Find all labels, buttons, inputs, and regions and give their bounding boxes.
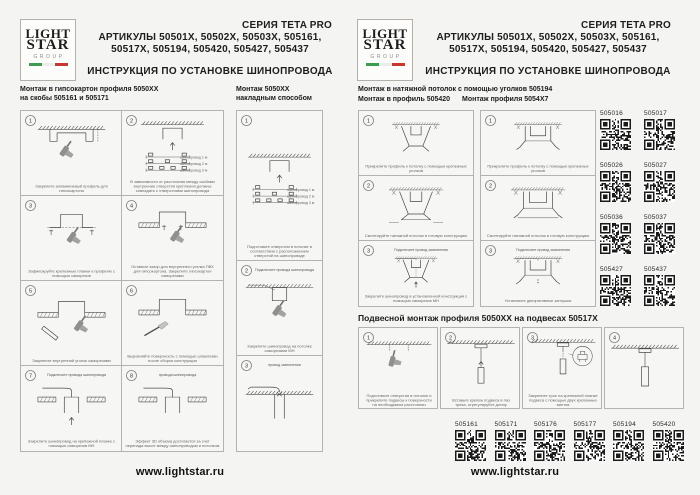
svg-text:шинопровод 3 м: шинопровод 3 м	[287, 201, 315, 206]
svg-text:совпадать с отверстиями шинопр: совпадать с отверстиями шинопровода	[135, 188, 210, 193]
articles-line2: 50517X, 505194, 505420, 505427, 505437	[111, 44, 309, 55]
italian-flag-icon	[358, 63, 412, 66]
svg-text:2: 2	[366, 183, 371, 190]
qr-item-505427	[600, 266, 633, 306]
svg-text:Прикрепите профиль к потолку с: Прикрепите профиль к потолку с помощью крепежных	[487, 163, 589, 169]
instruction-title: ИНСТРУКЦИЯ ПО УСТАНОВКЕ ШИНОПРОВОДА	[87, 66, 333, 77]
svg-text:соответствии с расположением: соответствии с расположением	[250, 248, 309, 254]
qr-code-505177	[574, 430, 605, 461]
instruction-step-1	[481, 111, 595, 176]
svg-text:Подключите провода шинопровода: Подключите провода шинопровода	[47, 373, 106, 377]
svg-text:шинопровод 3 м: шинопровод 3 м	[180, 168, 208, 173]
qr-item-505176	[534, 421, 567, 461]
website-link[interactable]: www.lightstar.ru	[135, 466, 225, 478]
svg-text:после сборки конструкции: после сборки конструкции	[148, 358, 197, 363]
svg-text:Подготовьте отверстия в потолк: Подготовьте отверстия в потолке и	[366, 392, 432, 398]
qr-code-505037	[644, 223, 675, 254]
qr-code-505036	[600, 223, 631, 254]
section-title-surface: Монтаж 5050XX накладным способом	[236, 86, 312, 102]
qr-label: 505427	[600, 266, 623, 273]
svg-text:Эффект 3D объема достигается з: Эффект 3D объема достигается за счет	[135, 438, 210, 444]
qr-label: 505194	[613, 421, 636, 428]
svg-text:Смонтируйте натяжной потолок в: Смонтируйте натяжной потолок в готовую конструкцию	[486, 233, 590, 238]
qr-code-505437	[644, 275, 675, 306]
instruction-step-2	[481, 176, 595, 241]
logo-word-group: GROUP	[33, 54, 65, 60]
svg-text:1: 1	[366, 118, 371, 125]
instruction-step-1	[237, 111, 322, 261]
section-title-drywall: Монтаж в гипсокартон профиля 5050XX на скобы 505161 и 505171	[20, 86, 159, 102]
svg-text:Закрепите шинопровод на потолк: Закрепите шинопровод на потолке	[247, 343, 312, 349]
svg-text:шинопровод 1 м: шинопровод 1 м	[180, 155, 208, 160]
svg-text:уголков: уголков	[409, 168, 423, 173]
svg-text:перепада высот между шинопрово: перепада высот между шинопроводом и потолком	[125, 443, 220, 448]
qr-label: 505036	[600, 214, 623, 221]
svg-text:2: 2	[244, 268, 249, 275]
instruction-step-1	[359, 111, 473, 176]
page-right	[350, 0, 700, 495]
qr-label: 505037	[644, 214, 667, 221]
qr-label: 505161	[455, 421, 478, 428]
qr-label: 505177	[573, 421, 597, 428]
qr-label: 505420	[652, 421, 676, 428]
instruction-step-2	[440, 327, 520, 409]
italian-flag-icon	[21, 63, 75, 66]
svg-text:саморезами МН: саморезами МН	[264, 348, 295, 353]
svg-text:Оставьте зазор для внутреннего: Оставьте зазор для внутреннего уголка ПВХ	[131, 263, 214, 269]
svg-text:2: 2	[129, 118, 134, 125]
svg-text:Зафиксируйте крепежные планки: Зафиксируйте крепежные планки к профилю с	[28, 268, 115, 274]
qr-label: 505176	[534, 421, 557, 428]
svg-text:шинопровод 2 м: шинопровод 2 м	[287, 194, 315, 199]
qr-item-505026	[600, 162, 633, 202]
svg-text:шинопровод 2 м: шинопровод 2 м	[180, 162, 208, 167]
profile-5054x7-steps	[480, 110, 596, 307]
svg-text:3: 3	[244, 363, 249, 370]
articles-line2: 50517X, 505194, 505420, 505427, 505437	[449, 44, 647, 55]
svg-text:2: 2	[448, 335, 453, 342]
svg-text:3: 3	[488, 248, 493, 255]
articles-line1: АРТИКУЛЫ 50501X, 50502X, 50503X, 505161,	[436, 32, 660, 43]
logo-word-group: GROUP	[370, 54, 402, 60]
svg-text:Смонтируйте натяжной потолок в: Смонтируйте натяжной потолок в готовую конструкцию	[364, 233, 468, 238]
svg-text:помощью саморезов: помощью саморезов	[52, 273, 91, 278]
logo-word-star: STAR	[26, 37, 70, 53]
svg-text:подвеса с помощью двух крепежн: подвеса с помощью двух крепежных	[528, 397, 598, 403]
svg-text:на необходимом расстоянии: на необходимом расстоянии	[372, 402, 426, 407]
qr-row	[455, 421, 686, 461]
svg-text:5: 5	[28, 288, 33, 295]
qr-label: 505016	[600, 110, 623, 117]
svg-text:Выровняйте поверхность с помощ: Выровняйте поверхность с помощью шпаклевки	[127, 353, 218, 359]
qr-code-505176	[534, 430, 565, 461]
qr-label: 505171	[494, 421, 518, 428]
svg-text:1: 1	[28, 118, 33, 125]
svg-text:трека, отрегулируйте длину: трека, отрегулируйте длину	[455, 402, 507, 407]
qr-code-505420	[653, 430, 684, 461]
instruction-step-5	[21, 281, 122, 366]
page-header	[80, 20, 340, 77]
svg-text:4: 4	[129, 203, 134, 210]
qr-label: 505026	[600, 162, 623, 169]
qr-item-505027	[644, 162, 677, 202]
lightstar-logo	[20, 19, 76, 81]
svg-text:отверстий на шинопроводе: отверстий на шинопроводе	[254, 253, 305, 258]
instruction-step-4	[122, 196, 223, 281]
svg-text:3: 3	[366, 248, 371, 255]
svg-text:Закрепите шинопровод в установ: Закрепите шинопровод в установленной конструкции с	[364, 293, 468, 299]
svg-text:8: 8	[129, 373, 134, 380]
qr-code-505194	[613, 430, 644, 461]
instruction-step-8	[122, 366, 223, 451]
svg-text:уголков: уголков	[531, 168, 545, 173]
svg-text:7: 7	[28, 373, 33, 380]
qr-item-505016	[600, 110, 633, 150]
svg-text:Подключите провода шинопровода: Подключите провода шинопровода	[255, 268, 314, 272]
svg-text:провода шинопровода: провода шинопровода	[158, 373, 197, 377]
logo-word-star: STAR	[363, 37, 407, 53]
articles-line1: АРТИКУЛЫ 50501X, 50502X, 50503X, 505161,	[98, 32, 322, 43]
qr-item-505194	[613, 421, 646, 461]
qr-code-505016	[600, 119, 631, 150]
svg-text:прикрепите подвесы к поверхнос: прикрепите подвесы к поверхности	[366, 397, 432, 403]
svg-text:1: 1	[366, 335, 371, 342]
qr-label: 505437	[644, 266, 667, 273]
instruction-title: ИНСТРУКЦИЯ ПО УСТАНОВКЕ ШИНОПРОВОДА	[425, 66, 671, 77]
svg-text:Закрепите внутренний уголок са: Закрепите внутренний уголок саморезами	[32, 358, 111, 363]
qr-item-505171	[495, 421, 528, 461]
svg-text:6: 6	[129, 288, 134, 295]
svg-text:винтов: винтов	[556, 402, 570, 407]
qr-grid	[600, 110, 677, 306]
surface-steps-column	[236, 110, 323, 452]
svg-text:3: 3	[28, 203, 33, 210]
svg-text:шинопровод 1 м: шинопровод 1 м	[287, 187, 315, 192]
instruction-step-2	[122, 111, 223, 196]
pendant-steps-row	[358, 327, 684, 409]
instruction-step-1	[358, 327, 438, 409]
svg-text:Подготовьте отверстия в потолк: Подготовьте отверстия в потолке в	[247, 243, 312, 249]
svg-text:4: 4	[612, 335, 617, 342]
logo-word-light: LIGHT	[25, 26, 71, 41]
section-title-pendant: Подвесной монтаж профиля 5050XX на подвесах 50517X	[358, 313, 598, 323]
svg-text:Прикрепите профиль к потолку с: Прикрепите профиль к потолку с помощью крепежных	[365, 163, 467, 169]
instruction-step-4	[604, 327, 684, 409]
instruction-step-6	[122, 281, 223, 366]
svg-text:Подключите провод заземления: Подключите провод заземления	[394, 248, 448, 252]
page-header	[417, 20, 679, 77]
svg-text:3: 3	[530, 335, 535, 342]
qr-code-505027	[644, 171, 675, 202]
qr-item-505037	[644, 214, 677, 254]
svg-text:1: 1	[244, 118, 249, 125]
drywall-steps-grid	[20, 110, 224, 452]
instruction-step-3	[237, 356, 322, 451]
svg-text:Закрепите шинопровод на крепеж: Закрепите шинопровод на крепежной планке с	[27, 438, 116, 444]
instruction-step-1	[21, 111, 122, 196]
section-title-stretch-ceiling: Монтаж в натяжной потолок с помощью уголков 505194	[358, 86, 553, 93]
svg-text:помощью саморезов МН: помощью саморезов МН	[48, 443, 95, 448]
qr-code-505017	[644, 119, 675, 150]
qr-item-505017	[644, 110, 677, 150]
svg-text:Закрепите алюминиевый профиль: Закрепите алюминиевый профиль для	[35, 183, 108, 189]
svg-text:для гипсокартона. Закрепите ги: для гипсокартона. Закрепите гипсокартон	[133, 268, 212, 274]
series-title: СЕРИЯ TETA PRO	[581, 20, 671, 31]
section-title-profile-5054x7: Монтаж профиля 5054X7	[462, 96, 549, 103]
qr-code-505171	[495, 430, 526, 461]
instruction-step-3	[359, 241, 473, 306]
qr-label: 505027	[644, 162, 667, 169]
instruction-step-3	[522, 327, 602, 409]
instruction-step-3	[21, 196, 122, 281]
instruction-step-2	[237, 261, 322, 356]
qr-item-505177	[574, 421, 607, 461]
instruction-step-7	[21, 366, 122, 451]
svg-text:внутренние отверстия крепления: внутренние отверстия крепления должны	[133, 183, 212, 189]
instruction-step-2	[359, 176, 473, 241]
qr-item-505161	[455, 421, 488, 461]
svg-text:В зависимости от расстояния ме: В зависимости от расстояния между скобами	[130, 178, 215, 184]
svg-text:Установите декоративные заглуш: Установите декоративные заглушки	[504, 298, 572, 303]
qr-code-505161	[455, 430, 486, 461]
qr-code-505427	[600, 275, 631, 306]
qr-label: 505017	[644, 110, 667, 117]
svg-text:2: 2	[488, 183, 493, 190]
qr-item-505437	[644, 266, 677, 306]
profile-505420-steps	[358, 110, 474, 307]
svg-text:Вставьте крепеж подвеса в паз: Вставьте крепеж подвеса в паз	[452, 397, 510, 403]
svg-text:1: 1	[488, 118, 493, 125]
svg-text:Подключите провод заземления: Подключите провод заземления	[516, 248, 570, 252]
lightstar-logo	[357, 19, 413, 81]
svg-text:провод заземления: провод заземления	[268, 363, 301, 367]
section-title-profile-505420: Монтаж в профиль 505420	[358, 96, 451, 103]
qr-item-505420	[653, 421, 686, 461]
svg-text:гипсокартона: гипсокартона	[59, 188, 84, 193]
qr-item-505036	[600, 214, 633, 254]
svg-text:саморезами: саморезами	[161, 273, 184, 278]
qr-code-505026	[600, 171, 631, 202]
svg-text:Закрепите трос на крепежной пл: Закрепите трос на крепежной планке	[528, 392, 598, 398]
website-link[interactable]: www.lightstar.ru	[470, 466, 560, 478]
logo-word-light: LIGHT	[362, 26, 408, 41]
series-title: СЕРИЯ TETA PRO	[242, 20, 332, 31]
svg-text:помощью саморезов МН: помощью саморезов МН	[393, 298, 439, 303]
instruction-step-3	[481, 241, 595, 306]
